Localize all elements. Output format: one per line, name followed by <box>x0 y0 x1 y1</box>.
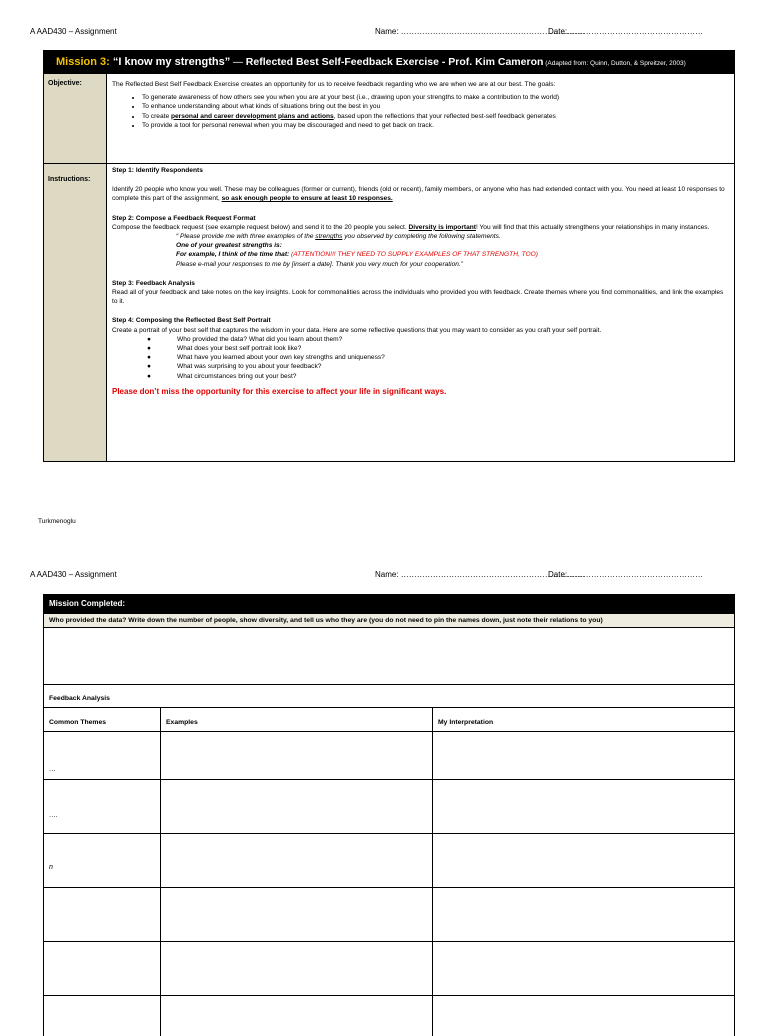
column-header: My Interpretation <box>432 708 735 732</box>
objective-content <box>107 74 734 164</box>
question-item: ● Who provided the data? What did you learn about them? <box>147 335 343 343</box>
question-item: ● What circumstances bring out your best? <box>147 372 297 380</box>
examples-cell[interactable] <box>160 834 432 888</box>
question-item: ● What does your best self portrait look like? <box>147 345 302 353</box>
mission-label: Mission 3: <box>56 56 110 68</box>
step2-heading: Step 2: Compose a Feedback Request Format <box>112 214 256 222</box>
mission-quote: “I know my strengths” <box>109 56 231 68</box>
step1-text <box>112 185 729 203</box>
title-dash: — <box>230 57 246 68</box>
objective-label-cell <box>44 74 107 164</box>
objective-intro: The Reflected Best Self Feedback Exercise creates an opportunity for us to receive feedback regarding who we are when we are at our best. The goals: <box>112 81 556 88</box>
step1-body: Identify 20 people who know you well. These may be colleagues (former or current), friends (old or recent), family members, or anyone who has had extended contact with you. You need at least 10 responses to complete this part of the assignment, <box>112 186 725 203</box>
examples-cell[interactable] <box>160 888 432 942</box>
goal-item <box>142 112 729 121</box>
table-row <box>43 888 735 942</box>
table-row <box>43 996 735 1036</box>
row-marker: …. <box>49 812 58 819</box>
instructions-label-cell <box>44 164 107 461</box>
column-header: Common Themes <box>43 708 160 732</box>
mission-completed-title: Mission Completed: <box>43 594 735 613</box>
step2-underlined: Diversity is important <box>408 223 476 231</box>
who-provided-answer-box[interactable] <box>43 628 735 685</box>
interpretation-cell[interactable] <box>432 996 735 1036</box>
goal3-pre: To create <box>142 112 171 120</box>
step3-heading: Step 3: Feedback Analysis <box>112 279 195 287</box>
mission-table <box>43 50 735 462</box>
interpretation-cell[interactable] <box>432 834 735 888</box>
final-note: Please don’t miss the opportunity for this exercise to affect your life in significant ways. <box>112 386 447 396</box>
examples-cell[interactable] <box>160 996 432 1036</box>
date-field: Date:…………………………………………… <box>548 570 704 579</box>
who-provided-prompt: Who provided the data? Write down the number of people, show diversity, and tell us who they are (you do not need to pin the names down, just note their relations to you) <box>43 613 735 628</box>
table-row <box>43 834 735 888</box>
request-line-4: Please e-mail your responses to me by [insert a date]. Thank you very much for your cooperation.” <box>176 260 463 268</box>
interpretation-cell[interactable] <box>432 942 735 996</box>
examples-cell[interactable] <box>160 780 432 834</box>
question-item: ● What was surprising to you about your feedback? <box>147 363 322 371</box>
feedback-analysis-title: Feedback Analysis <box>43 685 735 708</box>
footer-author: Turkmenoglu <box>38 518 76 525</box>
mission-title-bar <box>44 51 734 74</box>
table-row <box>43 780 735 834</box>
professor-name: Prof. Kim Cameron <box>448 56 544 68</box>
question-text: What does your best self portrait look like? <box>177 345 302 353</box>
question-text: What was surprising to you about your feedback? <box>177 363 322 371</box>
column-header: Examples <box>160 708 432 732</box>
row-marker: n <box>49 864 53 871</box>
req3-attention: (ATTENTION!!! THEY NEED TO SUPPLY EXAMPLES OF THAT STRENGTH, TOO) <box>291 251 538 259</box>
question-text: What circumstances bring out your best? <box>177 372 297 380</box>
question-text: What have you learned about your own key strengths and uniqueness? <box>177 354 385 362</box>
course-title: A AAD430 – Assignment <box>30 570 117 579</box>
goals-list <box>112 93 729 130</box>
course-title: A AAD430 – Assignment <box>30 27 117 36</box>
request-line-1 <box>112 232 729 241</box>
mission-completed-table <box>43 594 735 1024</box>
step1-underlined: so ask enough people to ensure at least 10 responses. <box>221 195 393 203</box>
req1-post: you observed by completing the following statements. <box>342 233 501 241</box>
examples-cell[interactable] <box>160 732 432 780</box>
theme-cell[interactable] <box>43 834 160 888</box>
name-field: Name: …………………………………………………………… <box>375 27 585 36</box>
name-field: Name: …………………………………………………………… <box>375 570 585 579</box>
theme-cell[interactable] <box>43 996 160 1036</box>
table-row <box>43 942 735 996</box>
step4-heading: Step 4: Composing the Reflected Best Self Portrait <box>112 317 271 325</box>
exercise-name: Reflected Best Self-Feedback Exercise - <box>245 56 449 68</box>
goal-item: • To enhance understanding about what kinds of situations bring out the best in you <box>142 102 729 111</box>
theme-cell[interactable] <box>43 888 160 942</box>
req1-pre: “ Please provide me with three examples of the <box>176 233 316 241</box>
grid-header-row <box>43 708 735 732</box>
table-row <box>43 732 735 780</box>
step4-text: Create a portrait of your best self that captures the wisdom in your data. Here are some reflective questions that you may want to consider as you craft your self portrait. <box>112 326 602 334</box>
interpretation-cell[interactable] <box>432 780 735 834</box>
step2-post: ! You will find that this actually strengthens your relationships in many instances. <box>475 223 710 231</box>
goal3-underlined: personal and career development plans and actions <box>170 112 334 120</box>
row-marker: … <box>49 766 56 773</box>
instructions-content <box>107 164 734 461</box>
page-header <box>30 27 728 39</box>
step2-pre: Compose the feedback request (see example request below) and send it to the 20 people you select. <box>112 223 409 231</box>
request-line-3 <box>112 250 729 259</box>
adapted-from: (Adapted from: Quinn, Dutton, & Spreitzer, 2003) <box>543 60 686 67</box>
question-text: Who provided the data? What did you learn about them? <box>177 335 343 343</box>
objective-label: Objective: <box>48 80 82 87</box>
date-field: Date:…………………………………………… <box>548 27 704 36</box>
step1-heading: Step 1: Identify Respondents <box>112 167 203 174</box>
request-line-2: One of your greatest strengths is: <box>176 242 282 250</box>
page-header-2 <box>30 570 728 582</box>
goal-item: • To generate awareness of how others see you when you are at your best (i.e., drawing upon your strengths to make a contribution to the world) <box>142 93 729 102</box>
step3-text: Read all of your feedback and take notes on the key insights. Look for commonalities across the individuals who provided you with feedback. Create themes where you find commonalities, and link the examples to it. <box>112 289 724 306</box>
theme-cell[interactable] <box>43 732 160 780</box>
examples-cell[interactable] <box>160 942 432 996</box>
theme-cell[interactable] <box>43 942 160 996</box>
req3-pre: For example, I think of the time that: <box>176 251 292 259</box>
theme-cell[interactable] <box>43 780 160 834</box>
goal-item: • To provide a tool for personal renewal when you may be discouraged and need to get back on track. <box>142 121 729 130</box>
goal3-post: , based upon the reflections that your reflected best-self feedback generates <box>333 112 556 120</box>
interpretation-cell[interactable] <box>432 888 735 942</box>
question-item: ● What have you learned about your own key strengths and uniqueness? <box>147 354 385 362</box>
instructions-label: Instructions: <box>48 176 91 183</box>
req1-underlined: strengths <box>315 233 343 241</box>
interpretation-cell[interactable] <box>432 732 735 780</box>
step2-text <box>112 223 729 232</box>
